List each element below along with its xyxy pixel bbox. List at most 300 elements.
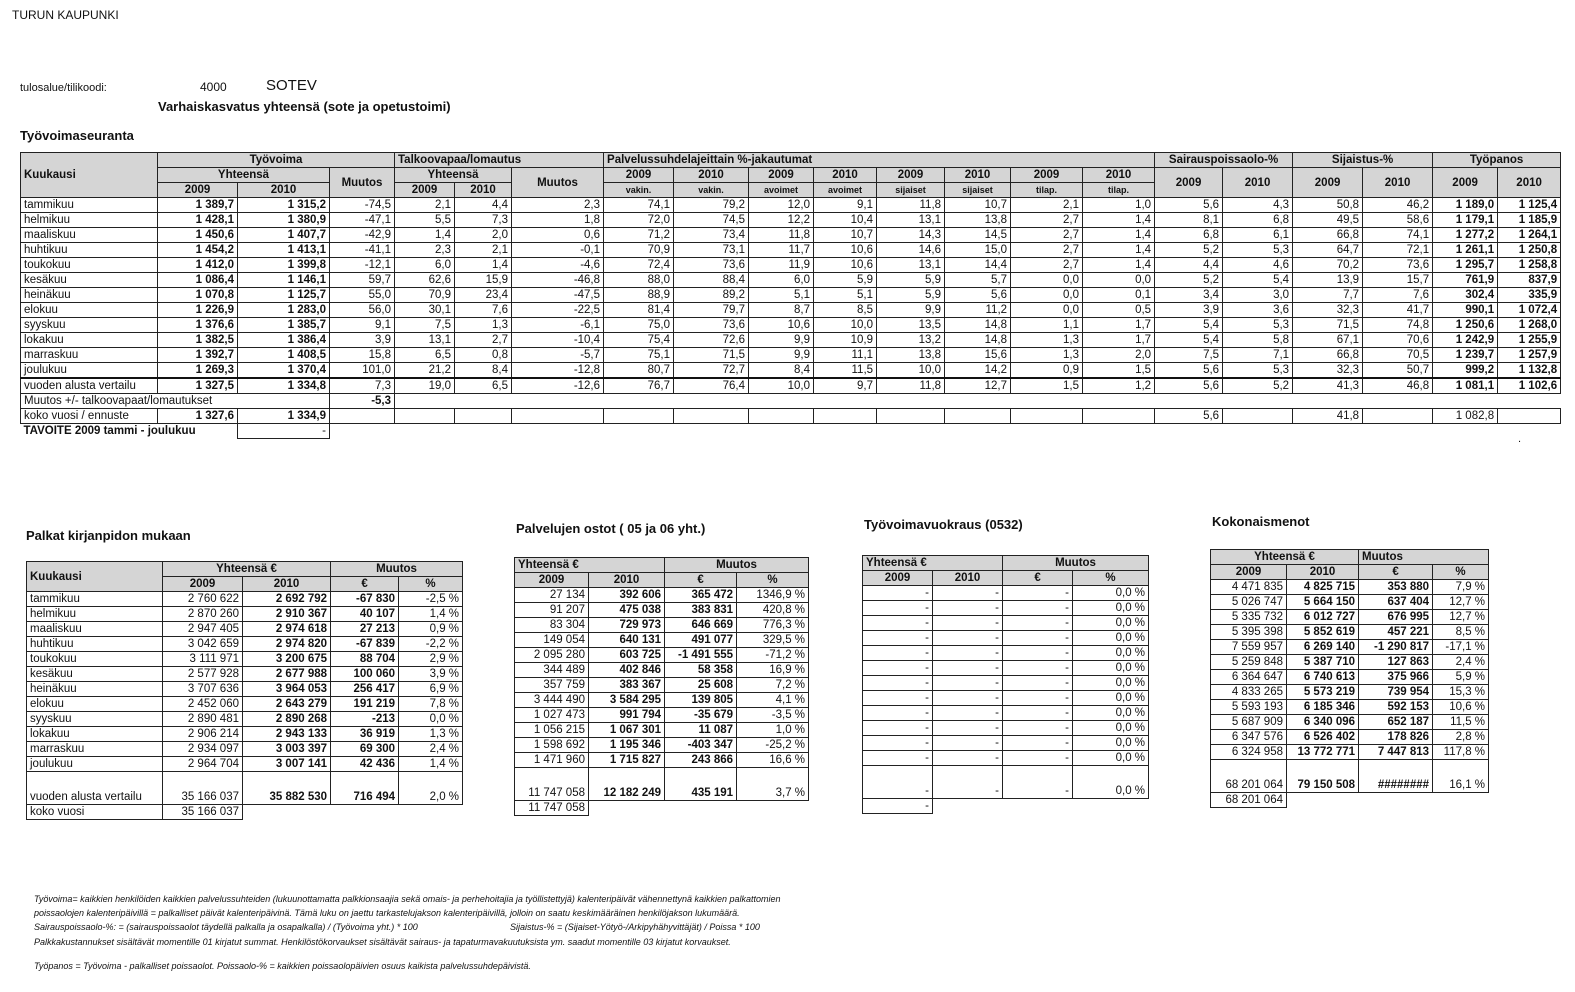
total-change-pct: 0,0 % [1073,766,1149,799]
value-change-pct: 7,2 % [737,678,809,693]
value-2010: 603 725 [589,648,665,663]
cell-v10: 74,5 [674,213,749,228]
sub-vakin: vakin. [674,183,749,198]
cell-p09: 2,7 [1011,228,1083,243]
value-change-eur: 139 805 [665,693,737,708]
cell-si10: 15,7 [1363,273,1433,288]
value-change-eur: 243 866 [665,753,737,768]
cell-sa10: 6,1 [1223,228,1293,243]
table-row [21,243,1561,258]
cell-k09: 5,5 [395,213,455,228]
palkat-yht-header: Yhteensä € [163,562,331,577]
value-change-pct: 15,3 % [1433,685,1489,700]
value-change-eur: 365 472 [665,588,737,603]
value-2009: 2 577 928 [163,667,243,682]
cell-a09: 10,6 [749,318,814,333]
year-header: 2009 [863,571,933,586]
table-row [863,661,1149,676]
cell-p09: 0,0 [1011,273,1083,288]
month-label: syyskuu [27,712,163,727]
cell-t10: 1 399,8 [238,258,330,273]
table-row [27,607,463,622]
value-change-pct: 0,0 % [1073,616,1149,631]
cell-sa10: 7,1 [1223,348,1293,363]
value-2010: 6 185 346 [1287,700,1359,715]
value-change-eur: -67 839 [331,637,399,652]
table-row [515,618,809,633]
cell-tm: -47,1 [330,213,395,228]
month-label: syyskuu [21,318,158,333]
month-label: tammikuu [27,592,163,607]
cell-k09: 30,1 [395,303,455,318]
value-2010: 3 200 675 [243,652,331,667]
table-row [27,592,463,607]
month-label: huhtikuu [21,243,158,258]
value-2010: 392 606 [589,588,665,603]
value-change-eur: 637 404 [1359,595,1433,610]
cell-si09: 66,8 [1293,348,1363,363]
table-row [27,682,463,697]
cell-a09: 10,0 [749,378,814,394]
sub-avoimet: avoimet [814,183,877,198]
cell-sa09: 6,8 [1155,228,1223,243]
cell-v09: 72,4 [604,258,674,273]
value-change-pct: 1,4 % [399,607,463,622]
cell-sa10: 5,2 [1223,378,1293,394]
kokonais-yht-header: Yhteensä € [1211,550,1359,565]
cell-si09: 41,3 [1293,378,1363,394]
cell-t10: 1 315,2 [238,198,330,213]
cell-v09: 81,4 [604,303,674,318]
value-change-pct: 6,9 % [399,682,463,697]
sub-avoimet: avoimet [749,183,814,198]
col-header-talkoo-yhteensa: Yhteensä [395,168,512,183]
month-label: joulukuu [27,757,163,772]
table-row [515,723,809,738]
value-change-pct: 329,5 % [737,633,809,648]
value-2009: - [863,721,933,736]
table-row [1211,730,1489,745]
value-2010: 6 740 613 [1287,670,1359,685]
month-label: vuoden alusta vertailu [21,378,158,394]
month-label: kesäkuu [27,667,163,682]
cell-ty09: 1 277,2 [1433,228,1498,243]
cell-tm: -12,1 [330,258,395,273]
table-row [515,753,809,768]
table-row [21,228,1561,243]
koko-2009: - [863,799,933,814]
value-2009: - [863,616,933,631]
cell-t10: 1 283,0 [238,303,330,318]
month-label: elokuu [27,697,163,712]
cell-s09: 13,5 [877,318,945,333]
cell-si10: 73,6 [1363,258,1433,273]
total-2010: 12 182 249 [589,768,665,801]
cell-t10: 1 334,8 [238,378,330,394]
value-change-eur: - [1003,586,1073,601]
cell-k09: 70,9 [395,288,455,303]
value-change-eur: 36 919 [331,727,399,742]
cell-s10: 5,6 [945,288,1011,303]
cell-p09: 2,1 [1011,198,1083,213]
cell-ty09: 1 295,7 [1433,258,1498,273]
value-change-eur: 457 221 [1359,625,1433,640]
cell-k09: 19,0 [395,378,455,394]
cell-ty09: 302,4 [1433,288,1498,303]
cell-sa09: 5,2 [1155,273,1223,288]
value-2010: 2 943 133 [243,727,331,742]
value-2009: 5 687 909 [1211,715,1287,730]
koko-row [21,409,1561,424]
group-talkoo: Talkoovapaa/lomautus [395,153,604,168]
cell-sa10: 3,0 [1223,288,1293,303]
cell-k09: 6,0 [395,258,455,273]
table-row [21,348,1561,363]
value-2009: - [863,601,933,616]
value-2010: - [933,751,1003,766]
cell-p10: 1,7 [1083,333,1155,348]
value-2010: 640 131 [589,633,665,648]
cell-si09: 32,3 [1293,303,1363,318]
cell-k09: 13,1 [395,333,455,348]
cell-k09: 6,5 [395,348,455,363]
value-2009: 1 598 692 [515,738,589,753]
ostot-table [514,557,809,816]
cell-tm: -42,9 [330,228,395,243]
table-row [863,646,1149,661]
value-2009: 2 934 097 [163,742,243,757]
cell-sa10: 6,8 [1223,213,1293,228]
value-change-pct: 0,0 % [399,712,463,727]
month-label: lokakuu [27,727,163,742]
cell-ty10: 1 185,9 [1498,213,1561,228]
year-header: 2010 [1083,168,1155,183]
value-change-pct: -2,5 % [399,592,463,607]
cell-p10: 1,7 [1083,318,1155,333]
vuokraus-title: Työvoimavuokraus (0532) [864,517,1023,532]
sub-header-row [21,168,1561,183]
value-change-pct: 7,8 % [399,697,463,712]
table-row [863,601,1149,616]
cell-p09: 0,0 [1011,303,1083,318]
table-row [515,588,809,603]
value-2009: 149 054 [515,633,589,648]
group-tyovoima: Työvoima [158,153,395,168]
cell-sa09: 5,4 [1155,318,1223,333]
cell-tm: 56,0 [330,303,395,318]
cell-v09: 75,4 [604,333,674,348]
value-2009: 1 056 215 [515,723,589,738]
cell-t09: 1 070,8 [158,288,238,303]
cell-s10: 11,2 [945,303,1011,318]
cell-k10: 0,8 [455,348,512,363]
cell-sa09: 5,4 [1155,333,1223,348]
cell-k10: 2,0 [455,228,512,243]
value-2009: - [863,631,933,646]
cell-t10: 1 125,7 [238,288,330,303]
cell-s10: 5,7 [945,273,1011,288]
cell-k10: 6,5 [455,378,512,394]
value-change-pct: 0,0 % [1073,631,1149,646]
value-2010: 1 067 301 [589,723,665,738]
value-change-eur: 88 704 [331,652,399,667]
table-row [27,637,463,652]
value-2009: - [863,586,933,601]
cell-ty10: 1 258,8 [1498,258,1561,273]
value-2009: 344 489 [515,663,589,678]
table-row [21,378,1561,394]
cell-t10: 1 380,9 [238,213,330,228]
cell-sa10: 5,3 [1223,243,1293,258]
value-2010: 729 973 [589,618,665,633]
value-2010: - [933,721,1003,736]
year-header: 2009 [1433,168,1498,198]
value-2009: 2 452 060 [163,697,243,712]
cell-s09: 10,0 [877,363,945,379]
cell-p10: 1,4 [1083,243,1155,258]
value-change-eur: 178 826 [1359,730,1433,745]
cell-k10: 2,1 [455,243,512,258]
cell-si09: 32,3 [1293,363,1363,379]
empty-cell [1287,793,1489,808]
value-change-pct: 776,3 % [737,618,809,633]
cell-k09: 2,1 [395,198,455,213]
table-row [21,363,1561,379]
cell-s10: 12,7 [945,378,1011,394]
cell-a10: 10,7 [814,228,877,243]
cell-tm: -74,5 [330,198,395,213]
koko-2009: 35 166 037 [163,805,243,820]
table-row [863,616,1149,631]
eur-header: € [331,577,399,592]
value-change-eur: -35 679 [665,708,737,723]
cell-t10: 1 146,1 [238,273,330,288]
cell-ty09: 1 261,1 [1433,243,1498,258]
cell-sa10: 3,6 [1223,303,1293,318]
cell-p09: 1,1 [1011,318,1083,333]
cell-a10: 10,4 [814,213,877,228]
cell-sa09: 5,2 [1155,243,1223,258]
cell-v09: 80,7 [604,363,674,379]
value-2009: 2 947 405 [163,622,243,637]
value-change-pct: 1,4 % [399,757,463,772]
value-2009: 83 304 [515,618,589,633]
cell-v10: 73,1 [674,243,749,258]
value-2010: 991 794 [589,708,665,723]
value-2010: 6 340 096 [1287,715,1359,730]
value-change-pct: 16,9 % [737,663,809,678]
cell-a10: 9,1 [814,198,877,213]
cell-km: -10,4 [512,333,604,348]
total-row [1211,760,1489,793]
cell-a10: 10,9 [814,333,877,348]
cell-s09: 13,2 [877,333,945,348]
cell-ty09: 1 081,1 [1433,378,1498,394]
cell-v10: 79,2 [674,198,749,213]
month-label: huhtikuu [27,637,163,652]
cell-km: -6,1 [512,318,604,333]
group-palvelus: Palvelussuhdelajeittain %-jakautumat [604,153,1155,168]
cell-t09: 1 454,2 [158,243,238,258]
cell-ty09: 1 179,1 [1433,213,1498,228]
cell-k10: 1,3 [455,318,512,333]
cell-a10: 11,5 [814,363,877,379]
cell-s09: 11,8 [877,378,945,394]
year-header: 2009 [749,168,814,183]
tavoite-value: - [238,424,330,439]
group-tyopanos: Työpanos [1433,153,1561,168]
cell-ty09: 761,9 [1433,273,1498,288]
cell-s10: 10,7 [945,198,1011,213]
cell-t09: 1 450,6 [158,228,238,243]
table-row [1211,580,1489,595]
ostot-yht-header: Yhteensä € [515,558,665,573]
cell-s10: 14,2 [945,363,1011,379]
value-change-pct: 117,8 % [1433,745,1489,760]
cell-v10: 79,7 [674,303,749,318]
value-2009: 6 324 958 [1211,745,1287,760]
table-row [1211,610,1489,625]
total-change-pct: 3,7 % [737,768,809,801]
value-2009: - [863,751,933,766]
table-row [1211,700,1489,715]
value-change-eur: 7 447 813 [1359,745,1433,760]
value-2010: 5 664 150 [1287,595,1359,610]
value-2010: 2 974 618 [243,622,331,637]
cell-ty09: 1 189,0 [1433,198,1498,213]
value-change-pct: 0,0 % [1073,676,1149,691]
table-row [1211,655,1489,670]
cell-ty09: 999,2 [1433,363,1498,379]
value-change-pct: 10,6 % [1433,700,1489,715]
month-label: heinäkuu [21,288,158,303]
table-row [27,727,463,742]
value-change-eur: 191 219 [331,697,399,712]
sub-vakin: vakin. [604,183,674,198]
month-label: tammikuu [21,198,158,213]
cell-s09: 13,8 [877,348,945,363]
table-row [21,303,1561,318]
year-header: 2009 [158,183,238,198]
value-change-eur: 42 436 [331,757,399,772]
cell-si09: 7,7 [1293,288,1363,303]
value-change-eur: -213 [331,712,399,727]
year-header: 2010 [933,571,1003,586]
table-row [21,288,1561,303]
table-row [515,738,809,753]
cell-si10: 50,7 [1363,363,1433,379]
value-change-eur: 353 880 [1359,580,1433,595]
cell-a09: 5,1 [749,288,814,303]
table-row [21,258,1561,273]
year-header: 2009 [163,577,243,592]
value-2009: 3 444 490 [515,693,589,708]
cell-v09: 76,7 [604,378,674,394]
year-header: 2009 [395,183,455,198]
cell-k09: 1,4 [395,228,455,243]
value-2009: 4 833 265 [1211,685,1287,700]
month-label: helmikuu [27,607,163,622]
table-row [27,622,463,637]
unit-name: SOTEV [266,77,317,94]
value-2010: 6 526 402 [1287,730,1359,745]
cell-si09: 64,7 [1293,243,1363,258]
cell-tm: 101,0 [330,363,395,379]
cell-tm: 15,8 [330,348,395,363]
cell-p10: 1,4 [1083,258,1155,273]
value-change-eur: 58 358 [665,663,737,678]
year-header: 2009 [515,573,589,588]
value-change-eur: - [1003,736,1073,751]
cell-p10: 1,4 [1083,228,1155,243]
cell-s09: 5,9 [877,288,945,303]
sub-tilap: tilap. [1011,183,1083,198]
cell-a10: 8,5 [814,303,877,318]
cell-km: -47,5 [512,288,604,303]
value-change-eur: 11 087 [665,723,737,738]
cell-tm: -41,1 [330,243,395,258]
value-2009: 5 395 398 [1211,625,1287,640]
cell-km: -5,7 [512,348,604,363]
cell-t10: 1 385,7 [238,318,330,333]
table-row [515,663,809,678]
value-change-pct: 16,6 % [737,753,809,768]
cell-t09: 1 376,6 [158,318,238,333]
table-row [863,586,1149,601]
cell-sa10: 4,3 [1223,198,1293,213]
cell-p10: 0,0 [1083,273,1155,288]
cell-sa10: 5,3 [1223,363,1293,379]
value-2009: 5 259 848 [1211,655,1287,670]
empty-cell [589,801,809,816]
value-change-eur: -1 290 817 [1359,640,1433,655]
month-label: marraskuu [21,348,158,363]
col-header-talkoo-muutos: Muutos [512,168,604,198]
cell-k09: 62,6 [395,273,455,288]
value-2010: 475 038 [589,603,665,618]
cell-a09: 12,2 [749,213,814,228]
value-2009: 2 760 622 [163,592,243,607]
koko-2009: 68 201 064 [1211,793,1287,808]
value-change-eur: 375 966 [1359,670,1433,685]
cell-v10: 76,4 [674,378,749,394]
value-change-pct: 1,3 % [399,727,463,742]
koko-t09: 1 327,6 [158,409,238,424]
value-2010: 4 825 715 [1287,580,1359,595]
value-2010: 2 890 268 [243,712,331,727]
cell-s10: 15,0 [945,243,1011,258]
cell-km: -0,1 [512,243,604,258]
cell-t09: 1 226,9 [158,303,238,318]
value-change-pct: 0,0 % [1073,586,1149,601]
value-2010: - [933,691,1003,706]
year-header: 2010 [674,168,749,183]
month-label: toukokuu [21,258,158,273]
cell-si09: 67,1 [1293,333,1363,348]
tavoite-label: TAVOITE 2009 tammi - joulukuu [23,425,196,438]
value-2010: 2 677 988 [243,667,331,682]
cell-a09: 9,9 [749,333,814,348]
cell-km: -46,8 [512,273,604,288]
cell-t09: 1 412,0 [158,258,238,273]
koko-row [515,801,809,816]
cell-si09: 70,2 [1293,258,1363,273]
table-row [863,706,1149,721]
cell-v10: 88,4 [674,273,749,288]
value-2010: 2 974 820 [243,637,331,652]
palkat-table [26,561,463,820]
cell-si09: 13,9 [1293,273,1363,288]
